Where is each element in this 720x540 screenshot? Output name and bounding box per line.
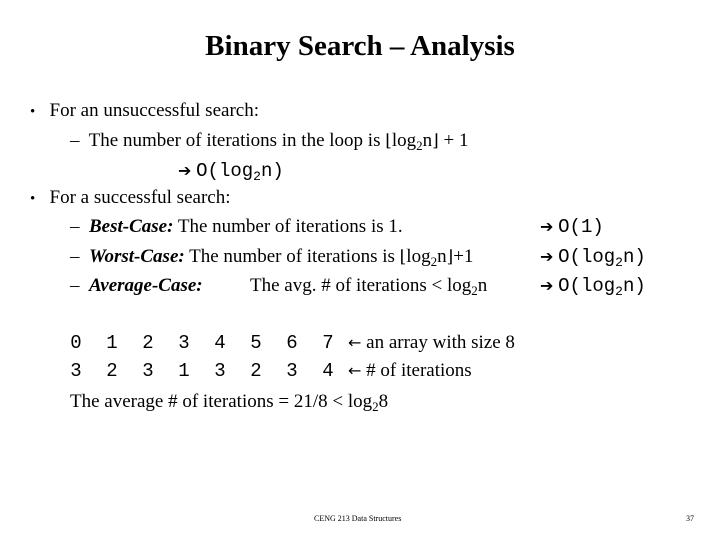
note-text: # of iterations	[366, 360, 472, 381]
dash: –	[70, 275, 80, 296]
complexity: $O(\log_2n)$	[196, 160, 284, 184]
sub-iterations-loop	[70, 130, 469, 152]
bullet-successful	[30, 187, 230, 210]
iteration-cell: 3	[142, 360, 154, 382]
bullet-unsuccessful	[30, 100, 259, 123]
sub-text-suffix: + 1	[443, 130, 469, 151]
iteration-cell: 4	[322, 360, 334, 382]
log-subscript: 2	[430, 254, 438, 269]
complexity: $O(\log_2n)$	[558, 246, 646, 270]
floor-right-symbol: ⌋	[432, 131, 439, 151]
bullet-marker: •	[30, 104, 36, 120]
case-label: Best-Case:	[89, 216, 174, 237]
case-average	[70, 275, 203, 297]
index-cell: 5	[250, 332, 262, 354]
dash: –	[70, 216, 80, 237]
page-number: 37	[686, 514, 694, 523]
footer-course: CENG 213 Data Structures	[314, 514, 402, 523]
index-cell: 1	[106, 332, 118, 354]
complexity: $O(\log_2n)$	[558, 275, 646, 299]
case-average-complexity	[540, 275, 646, 297]
index-cell: 3	[178, 332, 190, 354]
index-cell: 7	[322, 332, 334, 354]
log-arg: n	[437, 246, 447, 267]
slide-title: Binary Search – Analysis	[205, 30, 515, 62]
log-base: log	[406, 246, 431, 267]
bullet-text: For a successful search:	[49, 187, 231, 208]
iteration-cell: 3	[70, 360, 82, 382]
average-line: The average # of iterations = $21/8 < \log_28$	[70, 391, 389, 414]
iteration-cell: 3	[214, 360, 226, 382]
dash: –	[70, 130, 80, 151]
log-subscript: 2	[416, 138, 423, 153]
right-arrow-icon: ➔	[540, 247, 554, 266]
bullet-marker: •	[30, 191, 36, 207]
index-cell: 6	[286, 332, 298, 354]
case-average-text: The avg. # of iterations < $\log_2n$	[250, 275, 488, 298]
iteration-cell: 2	[106, 360, 118, 382]
floor-left-symbol: ⌊	[399, 247, 407, 267]
iterations-note	[348, 360, 472, 382]
iterations-row	[66, 360, 356, 382]
left-arrow-icon: ←	[348, 333, 362, 352]
note-text: an array with size 8	[366, 332, 515, 353]
case-best	[70, 216, 403, 238]
right-arrow-icon: ➔	[540, 276, 554, 295]
case-text: The number of iterations is 1.	[173, 216, 403, 237]
index-cell: 4	[214, 332, 226, 354]
iteration-cell: 2	[250, 360, 262, 382]
left-arrow-icon: ←	[348, 361, 362, 380]
case-text-prefix: The number of iterations is	[184, 246, 400, 267]
case-best-complexity	[540, 216, 604, 238]
complexity: O(1)	[558, 216, 604, 238]
index-note	[348, 332, 515, 354]
case-label: Worst-Case:	[89, 246, 185, 267]
sub-text-prefix: The number of iterations in the loop is	[88, 130, 386, 151]
dash: –	[70, 246, 80, 267]
case-label: Average-Case:	[89, 275, 203, 296]
index-row	[66, 332, 356, 354]
log-arg: n	[422, 130, 433, 151]
case-worst	[70, 246, 473, 268]
right-arrow-icon: ➔	[178, 161, 192, 180]
index-cell: 0	[70, 332, 82, 354]
case-text-suffix: +1	[453, 246, 474, 267]
iteration-cell: 1	[178, 360, 190, 382]
bullet-text: For an unsuccessful search:	[49, 100, 259, 121]
result-line	[178, 160, 284, 182]
case-worst-complexity	[540, 246, 646, 268]
floor-right-symbol: ⌋	[446, 247, 454, 267]
iteration-cell: 3	[286, 360, 298, 382]
floor-left-symbol: ⌊	[385, 131, 392, 151]
index-cell: 2	[142, 332, 154, 354]
log-base: log	[391, 130, 417, 151]
right-arrow-icon: ➔	[540, 217, 554, 236]
